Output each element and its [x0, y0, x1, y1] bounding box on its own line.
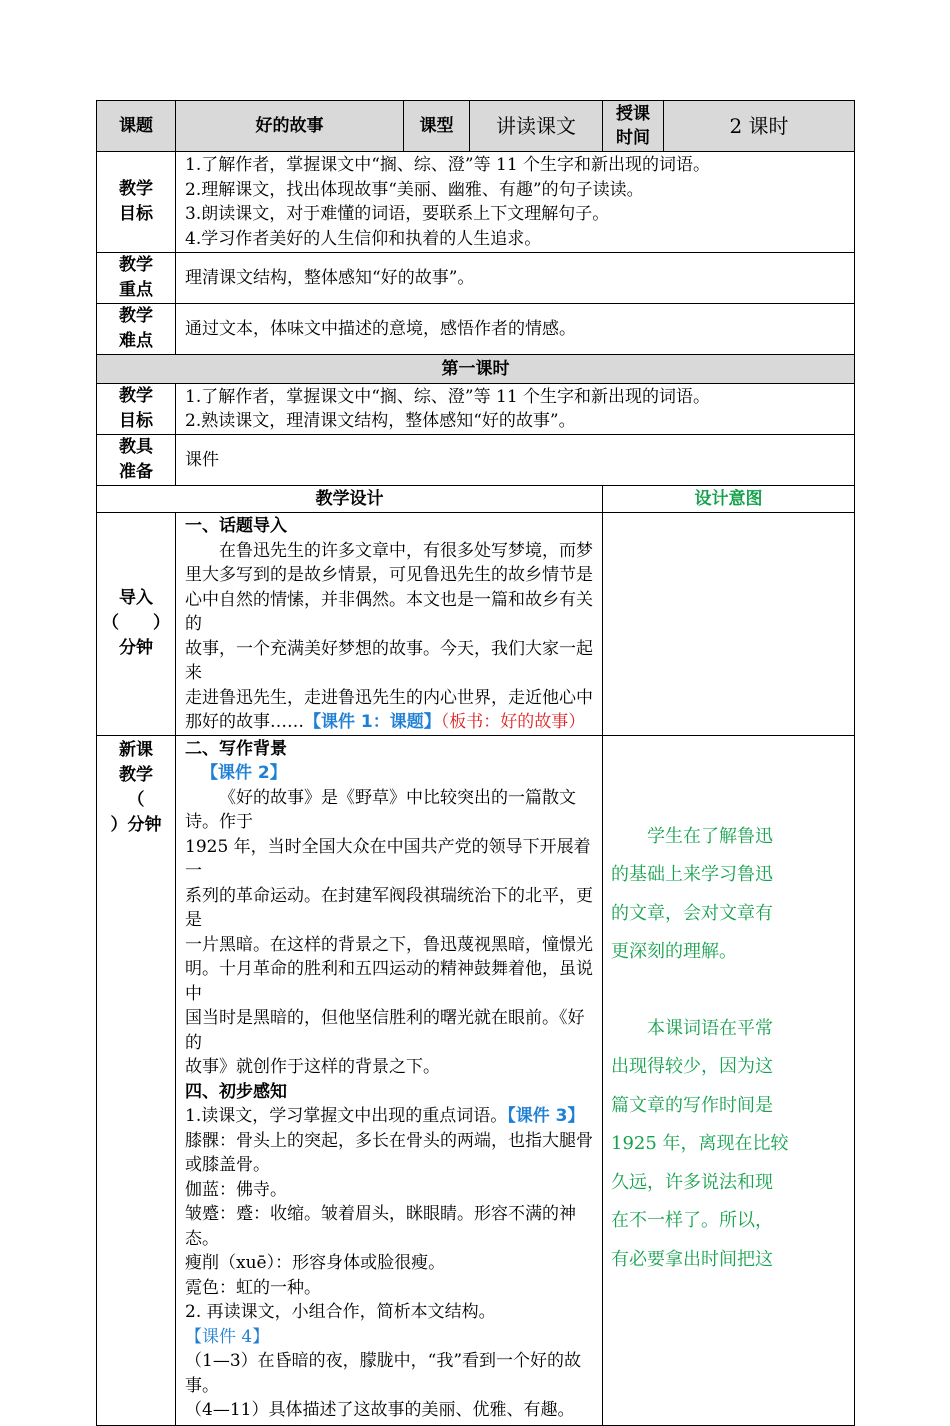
intro-label-line: 导入	[119, 588, 153, 609]
step-1-text: 1.读课文，学习掌握文中出现的重点词语。	[185, 1106, 508, 1126]
type-label: 课型	[404, 101, 470, 152]
hours-value: 2 课时	[664, 101, 855, 152]
newlesson-label-line: ）分钟	[110, 814, 162, 835]
intro-content	[176, 513, 603, 736]
difficulty-row	[97, 304, 855, 355]
intent-line: 更深刻的理解。	[611, 941, 737, 962]
intent-line: 篇文章的写作时间是	[611, 1094, 773, 1116]
intent-line: 本课词语在平常	[647, 1017, 773, 1039]
difficulty-label: 教学难点	[97, 304, 176, 355]
key-point-content: 理清课文结构，整体感知“好的故事”。	[176, 253, 855, 304]
tools-label: 教具准备	[97, 435, 176, 486]
intent-header: 设计意图	[603, 486, 855, 513]
newlesson-label-line: 新课	[119, 739, 153, 760]
courseware-3-tag: 【课件 3】	[507, 1106, 585, 1126]
courseware-4-tag: 【课件 4】	[185, 1326, 270, 1347]
newlesson-label-line: 教学	[119, 764, 153, 785]
key-point-label: 教学重点	[97, 253, 176, 304]
vocab-line: 瘦削（xuē）：形容身体或脸很瘦。	[185, 1253, 446, 1273]
vocab-line: 皱蹙：蹙：收缩。皱着眉头，眯眼睛。形容不满的神态。	[185, 1204, 576, 1249]
objectives-content	[176, 152, 855, 253]
board-note: （板书：好的故事）	[440, 712, 586, 732]
topic-label: 课题	[97, 101, 176, 152]
intent-line: 的文章，会对文章有	[611, 902, 773, 924]
intro-line: 里大多写到的是故乡情景，可见鲁迅先生的故乡情节是	[185, 565, 593, 585]
newlesson-label	[97, 735, 176, 1425]
intent-line: 学生在了解鲁迅	[647, 825, 773, 847]
intro-last-line	[185, 710, 594, 735]
background-line: 一片黑暗。在这样的背景之下，鲁迅蔑视黑暗，憧憬光	[185, 934, 593, 955]
intro-heading: 一、话题导入	[185, 516, 287, 536]
topic-value: 好的故事	[176, 101, 404, 152]
perception-heading: 四、初步感知	[185, 1081, 287, 1102]
intent-line: 久远，许多说法和现	[611, 1171, 773, 1193]
structure-line: （4—11）具体描述了这故事的美丽、优雅、有趣。	[185, 1400, 575, 1420]
design-header: 教学设计	[97, 486, 603, 513]
objective-item: 2.理解课文，找出体现故事“美丽、幽雅、有趣”的句子读读。	[185, 179, 644, 200]
difficulty-content: 通过文本，体味文中描述的意境，感悟作者的情感。	[176, 304, 855, 355]
newlesson-label-line: （	[127, 789, 145, 810]
structure-line: 事。	[185, 1375, 219, 1396]
background-line: 《好的故事》是《野草》中比较突出的一篇散文诗。作于	[185, 787, 576, 832]
vocab-line: 或膝盖骨。	[185, 1155, 270, 1175]
step-2: 2. 再读课文，小组合作，简析本文结构。	[185, 1302, 496, 1322]
lesson1-title: 第一课时	[97, 355, 855, 384]
intro-label-line: （ ）	[102, 613, 170, 634]
intro-intent	[603, 513, 855, 736]
newlesson-content	[176, 735, 603, 1425]
courseware-1-tag: 【课件 1：课题】	[304, 712, 441, 732]
intro-line: 走进鲁迅先生，走进鲁迅先生的内心世界，走近他心中	[185, 687, 593, 708]
intent-line: 1925 年，离现在比较	[611, 1133, 789, 1154]
lesson1-objectives-label: 教学目标	[97, 384, 176, 435]
newlesson-row	[97, 735, 855, 1425]
background-heading: 二、写作背景	[185, 738, 287, 759]
lesson1-title-row	[97, 355, 855, 384]
tools-row	[97, 435, 855, 486]
design-header-row	[97, 486, 855, 513]
objectives-row	[97, 152, 855, 253]
intro-label-line: 分钟	[119, 638, 153, 659]
header-row	[97, 101, 855, 152]
background-line: 1925 年，当时全国大众在中国共产党的领导下开展着一	[185, 836, 591, 881]
intro-line: 心中自然的情愫，并非偶然。本文也是一篇和故乡有关的	[185, 589, 593, 634]
background-line: 故事》就创作于这样的背景之下。	[185, 1057, 440, 1077]
vocab-line: 膝髁：骨头上的突起，多长在骨头的两端，也指大腿骨	[185, 1130, 593, 1151]
intro-row	[97, 513, 855, 736]
intent-line: 在不一样了。所以，	[611, 1210, 773, 1231]
intro-label	[97, 513, 176, 736]
type-value: 讲读课文	[470, 101, 603, 152]
lesson1-objectives-row	[97, 384, 855, 435]
objective-item: 4.学习作者美好的人生信仰和执着的人生追求。	[185, 228, 542, 249]
objectives-label: 教学目标	[97, 152, 176, 253]
vocab-line: 霓色：虹的一种。	[185, 1277, 321, 1298]
newlesson-intent	[603, 735, 855, 1425]
intro-line: 故事，一个充满美好梦想的故事。今天，我们大家一起来	[185, 638, 593, 683]
key-point-row	[97, 253, 855, 304]
objective-item: 1.了解作者，掌握课文中“搁、综、澄”等 11 个生字和新出现的词语。	[185, 155, 711, 175]
vocab-line: 伽蓝：佛寺。	[185, 1179, 287, 1200]
courseware-2-tag: 【课件 2】	[201, 763, 287, 783]
intro-line: 在鲁迅先生的许多文章中，有很多处写梦境，而梦	[219, 540, 593, 561]
intent-line: 有必要拿出时间把这	[611, 1248, 773, 1270]
time-label: 授课时间	[603, 101, 664, 152]
lesson-plan-page	[96, 100, 854, 1426]
intent-spacer	[611, 972, 848, 1010]
step-1	[185, 1104, 594, 1129]
objective-item: 1.了解作者，掌握课文中“搁、综、澄”等 11 个生字和新出现的词语。	[185, 386, 711, 407]
intro-line-text: 那好的故事……	[185, 712, 304, 732]
intent-line: 出现得较少，因为这	[611, 1056, 773, 1077]
background-line: 系列的革命运动。在封建军阀段祺瑞统治下的北平，更是	[185, 885, 593, 930]
objective-item: 3.朗读课文，对于难懂的词语，要联系上下文理解句子。	[185, 204, 610, 224]
lesson-plan-table	[96, 100, 855, 1426]
lesson1-objectives-content	[176, 384, 855, 435]
structure-line: （1—3）在昏暗的夜，朦胧中，“我”看到一个好的故	[185, 1351, 582, 1371]
objective-item: 2.熟读课文，理清课文结构，整体感知“好的故事”。	[185, 411, 576, 431]
tools-content: 课件	[176, 435, 855, 486]
background-line: 国当时是黑暗的，但他坚信胜利的曙光就在眼前。《好的	[185, 1008, 585, 1053]
background-line: 明。十月革命的胜利和五四运动的精神鼓舞着他，虽说中	[185, 959, 593, 1004]
intent-line: 的基础上来学习鲁迅	[611, 864, 773, 885]
